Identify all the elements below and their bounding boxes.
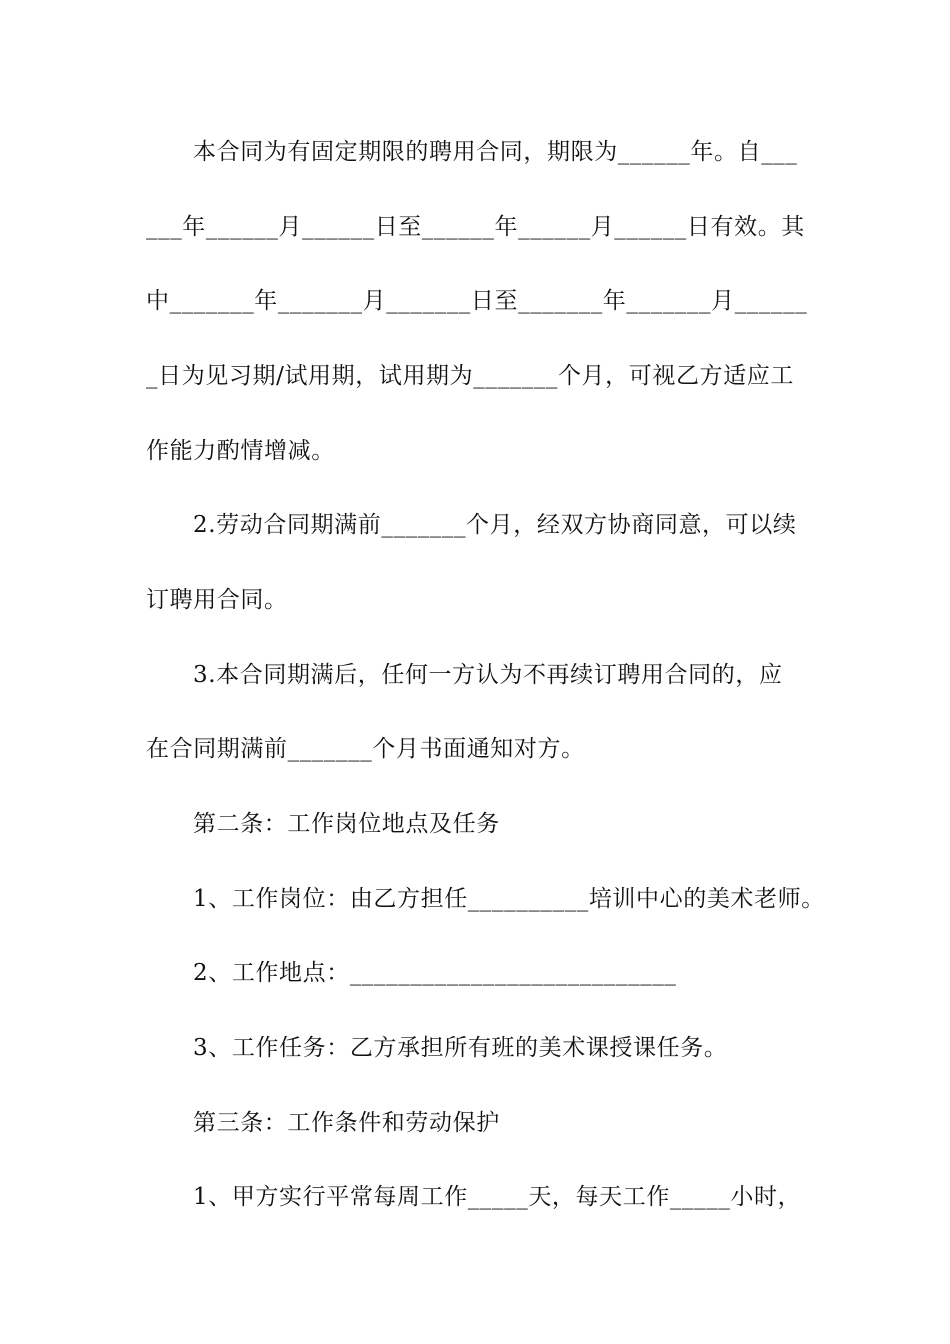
contract-term-line-3: 中_______年_______月_______日至_______年_______月______: [146, 288, 808, 314]
expiry-clause-line-2: 在合同期满前_______个月书面通知对方。: [146, 736, 585, 762]
job-position-line: 1、工作岗位：由乙方担任__________培训中心的美术老师。: [193, 886, 825, 912]
contract-term-line-2: ___年______月______日至______年______月______日有效。其: [146, 214, 805, 240]
contract-term-line-1: 本合同为有固定期限的聘用合同，期限为______年。自___: [193, 139, 798, 165]
contract-term-line-4: _日为见习期/试用期，试用期为_______个月，可视乙方适应工: [146, 363, 794, 389]
working-hours-line: 1、甲方实行平常每周工作_____天，每天工作_____小时，: [193, 1184, 802, 1210]
contract-term-line-5: 作能力酌情增减。: [146, 438, 335, 464]
renewal-clause-line-1: 2.劳动合同期满前_______个月，经双方协商同意，可以续: [193, 512, 797, 538]
article-3-heading: 第三条：工作条件和劳动保护: [193, 1110, 500, 1136]
article-2-heading: 第二条：工作岗位地点及任务: [193, 811, 500, 837]
expiry-clause-line-1: 3.本合同期满后，任何一方认为不再续订聘用合同的，应: [193, 662, 783, 688]
work-location-line: 2、工作地点：___________________________: [193, 960, 677, 986]
work-task-line: 3、工作任务：乙方承担所有班的美术课授课任务。: [193, 1035, 728, 1061]
renewal-clause-line-2: 订聘用合同。: [146, 587, 288, 613]
